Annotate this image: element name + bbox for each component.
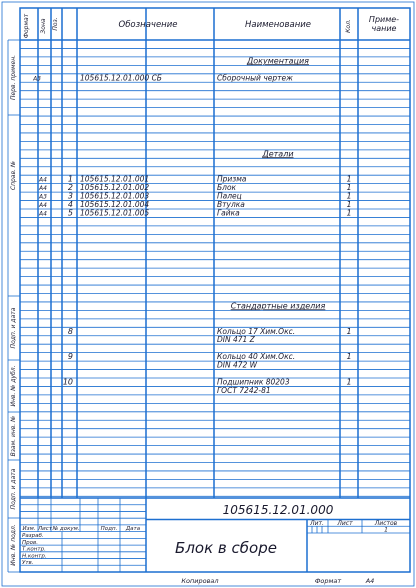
tb-role: Н.контр. <box>22 553 47 560</box>
header-qty: Кол. <box>345 19 352 33</box>
row-designation: 105615.12.01.003 <box>80 191 150 201</box>
row-qty: 1 <box>346 352 352 362</box>
header-zone: Зона <box>40 18 47 34</box>
row-name: DIN 471 Z <box>217 335 255 345</box>
tb-sheets-value: 1 <box>384 526 388 534</box>
tb-col-sheet: Лист <box>38 526 52 533</box>
header-format: Формат <box>23 13 30 39</box>
tb-sheet: Лист <box>337 519 353 527</box>
section-parts: Детали <box>262 149 294 159</box>
header-designation: Обозначение <box>118 20 178 30</box>
margin-label: Инв. № подл. <box>10 524 17 566</box>
row-name: Палец <box>217 191 242 201</box>
row-name: DIN 472 W <box>217 360 258 370</box>
margin-label: Перв. примен. <box>10 54 17 101</box>
row-format: А4 <box>39 202 47 209</box>
row-format: А3 <box>39 193 47 201</box>
tb-lit: Лит. <box>310 519 324 527</box>
section-docs: Документация <box>247 56 309 66</box>
margin-label: Инв. № дубл. <box>10 365 17 407</box>
row-designation: 105615.12.01.004 <box>80 200 150 209</box>
row-name: Кольцо 40 Хим.Окс. <box>217 352 296 362</box>
row-name: Призма <box>217 174 247 184</box>
row-format: А4 <box>39 176 47 184</box>
row-designation: 105615.12.01.000 СБ <box>80 73 162 83</box>
row-pos: 8 <box>67 326 73 336</box>
row-name: Блок <box>217 183 237 193</box>
row-qty: 1 <box>346 200 352 209</box>
tb-col-change: Изм. <box>22 526 36 533</box>
row-qty: 1 <box>346 208 352 218</box>
header-note: Приме-чание <box>368 15 400 33</box>
row-name: Подшипник 80203 <box>217 377 290 387</box>
row-qty: 1 <box>346 174 352 184</box>
tb-role: Разраб. <box>22 533 44 540</box>
row-name: Сборочный чертеж <box>217 73 293 83</box>
row-name: ГОСТ 7242-81 <box>217 385 271 395</box>
margin-label: Подп. и дата <box>10 307 17 349</box>
row-designation: 105615.12.01.001 <box>80 174 150 184</box>
row-name: Втулка <box>217 200 245 209</box>
row-name: Гайка <box>217 208 240 218</box>
tb-role: Пров. <box>22 539 38 546</box>
row-pos: 1 <box>67 174 73 184</box>
row-format: А4 <box>39 210 47 218</box>
row-qty: 1 <box>346 326 352 336</box>
drawing-code: 105615.12.01.000 <box>222 503 334 517</box>
footer-format-label: Формат <box>314 577 342 585</box>
tb-col-date: Дата <box>125 526 141 533</box>
header-pos: Поз. <box>52 17 59 31</box>
row-pos: 10 <box>62 377 73 387</box>
row-pos: 3 <box>67 191 73 201</box>
tb-col-doc: № докум. <box>52 526 80 533</box>
header-name: Наименование <box>244 20 312 30</box>
inner-frame <box>20 8 410 572</box>
tb-role: Утв. <box>22 560 34 567</box>
footer-copied: Копировал <box>181 577 219 585</box>
section-standard: Стандартные изделия <box>230 301 326 311</box>
row-pos: 2 <box>67 183 73 193</box>
row-qty: 1 <box>346 377 352 387</box>
margin-label: Подп. и дата <box>10 468 17 510</box>
row-designation: 105615.12.01.005 <box>80 208 150 218</box>
tb-role: Т.контр. <box>22 546 46 553</box>
tb-sheets: Листов <box>374 519 398 527</box>
row-format: А4 <box>39 185 47 193</box>
margin-label: Справ. № <box>10 160 17 191</box>
row-pos: 9 <box>67 352 73 362</box>
footer-format-value: А4 <box>365 577 375 585</box>
margin-label: Взам. инв. № <box>10 415 17 457</box>
row-format: А3 <box>33 75 41 83</box>
row-qty: 1 <box>346 183 352 193</box>
tb-col-sign: Подп. <box>100 526 118 533</box>
row-pos: 5 <box>67 208 73 218</box>
row-pos: 4 <box>67 200 73 209</box>
row-designation: 105615.12.01.002 <box>80 183 150 193</box>
row-name: Кольцо 17 Хим.Окс. <box>217 326 296 336</box>
row-qty: 1 <box>346 191 352 201</box>
drawing-title: Блок в сборе <box>175 539 277 558</box>
